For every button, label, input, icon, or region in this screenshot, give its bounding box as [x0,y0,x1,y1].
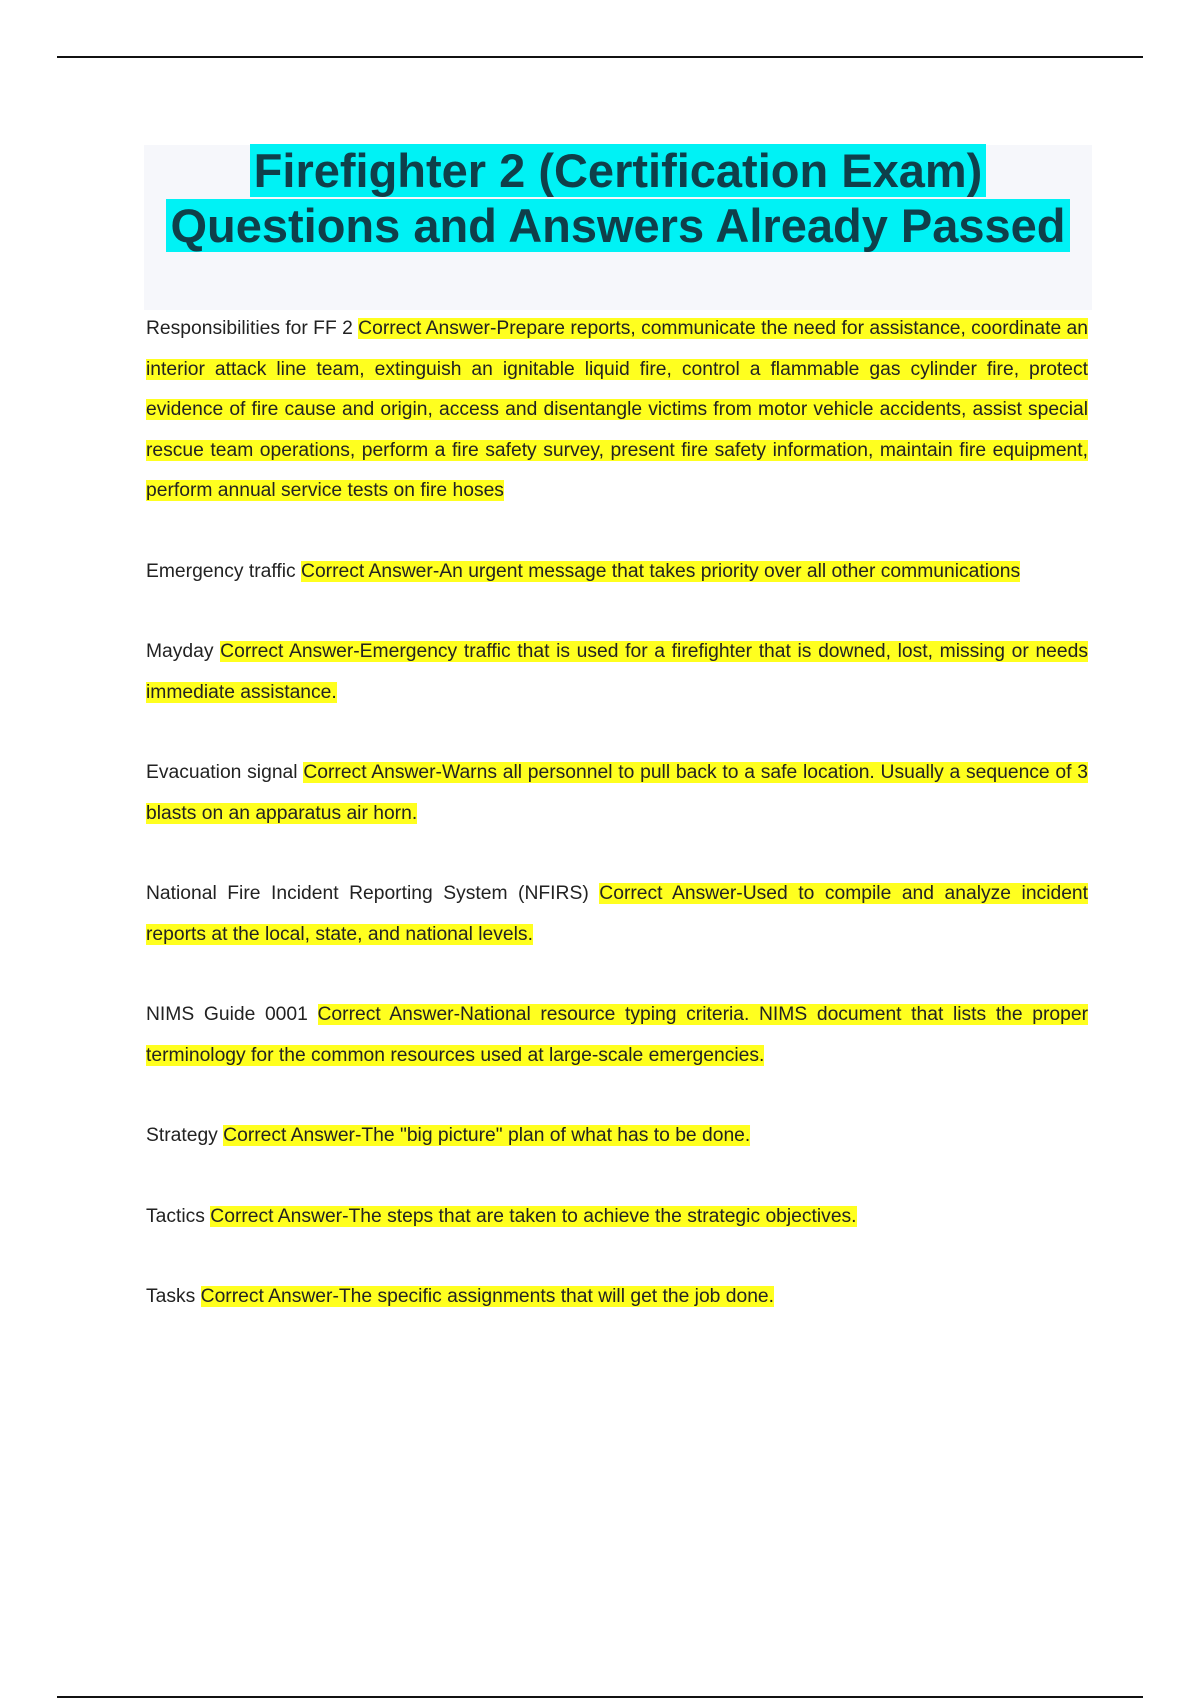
qa-answer: Correct Answer-Warns all personnel to pull back to a safe location. Usually a sequence of 3 blasts on an apparatus air horn. [146,762,1089,824]
title-line-1: Firefighter 2 (Certification Exam) [250,144,987,197]
qa-item [146,552,1088,593]
qa-term: Mayday [146,641,214,662]
qa-term: National Fire Incident Reporting System (NFIRS) [146,883,589,904]
qa-term: Strategy [146,1125,218,1146]
qa-item [146,632,1088,713]
document-title [144,143,1092,253]
qa-answer: Correct Answer-Prepare reports, communicate the need for assistance, coordinate an interior attack line team, extinguish an ignitable liquid fire, control a flammable gas cylinder fire, protect evidence of fire cause and origin, access and disentangle victims from motor vehicle accidents, assist special rescue team operations, perform a fire safety survey, present fire safety information, maintain fire equipment, perform annual service tests on fire hoses [146,318,1089,501]
qa-item [146,1277,1088,1318]
bottom-rule [57,1696,1143,1698]
title-line-2: Questions and Answers Already Passed [166,199,1069,252]
qa-answer: Correct Answer-Emergency traffic that is used for a firefighter that is downed, lost, missing or needs immediate assistance. [146,641,1088,703]
qa-item [146,1197,1088,1238]
qa-item [146,995,1088,1076]
qa-answer: Correct Answer-The steps that are taken to achieve the strategic objectives. [210,1205,857,1227]
qa-term: NIMS Guide 0001 [146,1004,308,1025]
qa-term: Tactics [146,1205,205,1227]
qa-item [146,753,1088,834]
qa-answer: Correct Answer-Used to compile and analyze incident reports at the local, state, and national levels. [146,883,1089,945]
qa-term: Tasks [146,1286,196,1307]
qa-term: Responsibilities for FF 2 [146,318,353,339]
qa-term: Emergency traffic [146,560,296,582]
qa-answer: Correct Answer-The specific assignments that will get the job done. [200,1286,775,1307]
qa-answer: Correct Answer-National resource typing criteria. NIMS document that lists the proper terminology for the common resources used at large-scale emergencies. [146,1004,1089,1066]
qa-item [146,1116,1088,1157]
qa-term: Evacuation signal [146,762,298,783]
qa-list [146,309,1088,1318]
qa-answer: Correct Answer-The "big picture" plan of what has to be done. [223,1125,751,1146]
qa-item [146,309,1088,512]
qa-answer: Correct Answer-An urgent message that takes priority over all other communications [301,560,1021,582]
qa-item [146,874,1088,955]
top-rule [57,56,1143,58]
